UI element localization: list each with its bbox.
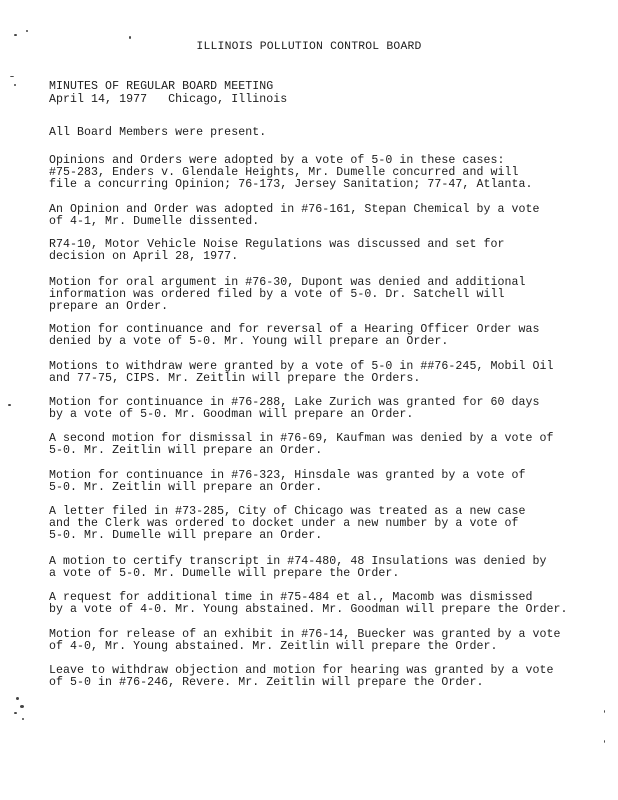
paragraph-line: of 4-1, Mr. Dumelle dissented. (49, 215, 260, 228)
paragraph-line: file a concurring Opinion; 76-173, Jersey Sanitation; 77-47, Atlanta. (49, 178, 533, 191)
paragraph-line: #75-283, Enders v. Glendale Heights, Mr. Dumelle concurred and will (49, 166, 519, 179)
paragraph-line: Motions to withdraw were granted by a vote of 5-0 in ##76-245, Mobil Oil (49, 360, 554, 373)
paragraph-line: information was ordered filed by a vote of 5-0. Dr. Satchell will (49, 288, 505, 301)
scan-speck (20, 705, 24, 708)
paragraph-line: decision on April 28, 1977. (49, 250, 239, 263)
scan-speck (14, 84, 16, 86)
paragraph-line: prepare an Order. (49, 300, 169, 313)
scan-speck (22, 718, 24, 720)
paragraph-line: 5-0. Mr. Zeitlin will prepare an Order. (49, 481, 323, 494)
paragraph-line: A motion to certify transcript in #74-480, 48 Insulations was denied by (49, 555, 547, 568)
paragraph-line: Motion for oral argument in #76-30, Dupont was denied and additional (49, 276, 526, 289)
paragraph-line: a vote of 5-0. Mr. Dumelle will prepare the Order. (49, 567, 400, 580)
scan-speck (10, 76, 14, 77)
paragraph-line: and the Clerk was ordered to docket under a new number by a vote of (49, 517, 519, 530)
paragraph-line: A second motion for dismissal in #76-69, Kaufman was denied by a vote of (49, 432, 554, 445)
paragraph-line: All Board Members were present. (49, 126, 267, 139)
paragraph-line: Motion for continuance in #76-323, Hinsdale was granted by a vote of (49, 469, 526, 482)
paragraph-line: A letter filed in #73-285, City of Chicago was treated as a new case (49, 505, 526, 518)
paragraph-line: Leave to withdraw objection and motion for hearing was granted by a vote (49, 664, 554, 677)
scan-speck (8, 404, 11, 406)
paragraph-line: 5-0. Mr. Zeitlin will prepare an Order. (49, 444, 323, 457)
paragraph-line: denied by a vote of 5-0. Mr. Young will prepare an Order. (49, 335, 449, 348)
scan-speck (16, 697, 19, 700)
paragraph-line: R74-10, Motor Vehicle Noise Regulations was discussed and set for (49, 238, 505, 251)
paragraph-line: by a vote of 5-0. Mr. Goodman will prepare an Order. (49, 408, 414, 421)
paragraph-line: Motion for continuance and for reversal of a Hearing Officer Order was (49, 323, 540, 336)
paragraph-line: An Opinion and Order was adopted in #76-161, Stepan Chemical by a vote (49, 203, 540, 216)
scan-speck (604, 740, 605, 743)
paragraph-line: of 5-0 in #76-246, Revere. Mr. Zeitlin will prepare the Order. (49, 676, 484, 689)
paragraph-line: and 77-75, CIPS. Mr. Zeitlin will prepare the Orders. (49, 372, 421, 385)
scan-speck (604, 710, 605, 713)
paragraph-line: Motion for continuance in #76-288, Lake Zurich was granted for 60 days (49, 396, 540, 409)
minutes-title: MINUTES OF REGULAR BOARD MEETING (49, 80, 274, 93)
scan-speck (14, 34, 17, 36)
meeting-date-location: April 14, 1977 Chicago, Illinois (49, 93, 288, 106)
board-title: ILLINOIS POLLUTION CONTROL BOARD (196, 41, 422, 53)
paragraph-line: of 4-0, Mr. Young abstained. Mr. Zeitlin will prepare the Order. (49, 640, 498, 653)
paragraph-line: A request for additional time in #75-484 et al., Macomb was dismissed (49, 591, 533, 604)
scan-speck (14, 712, 17, 714)
paragraph-line: Opinions and Orders were adopted by a vote of 5-0 in these cases: (49, 154, 505, 167)
scan-speck (26, 30, 28, 32)
scan-speck (129, 36, 131, 39)
paragraph-line: 5-0. Mr. Dumelle will prepare an Order. (49, 529, 323, 542)
paragraph-line: by a vote of 4-0. Mr. Young abstained. Mr. Goodman will prepare the Order. (49, 603, 568, 616)
paragraph-line: Motion for release of an exhibit in #76-14, Buecker was granted by a vote (49, 628, 561, 641)
